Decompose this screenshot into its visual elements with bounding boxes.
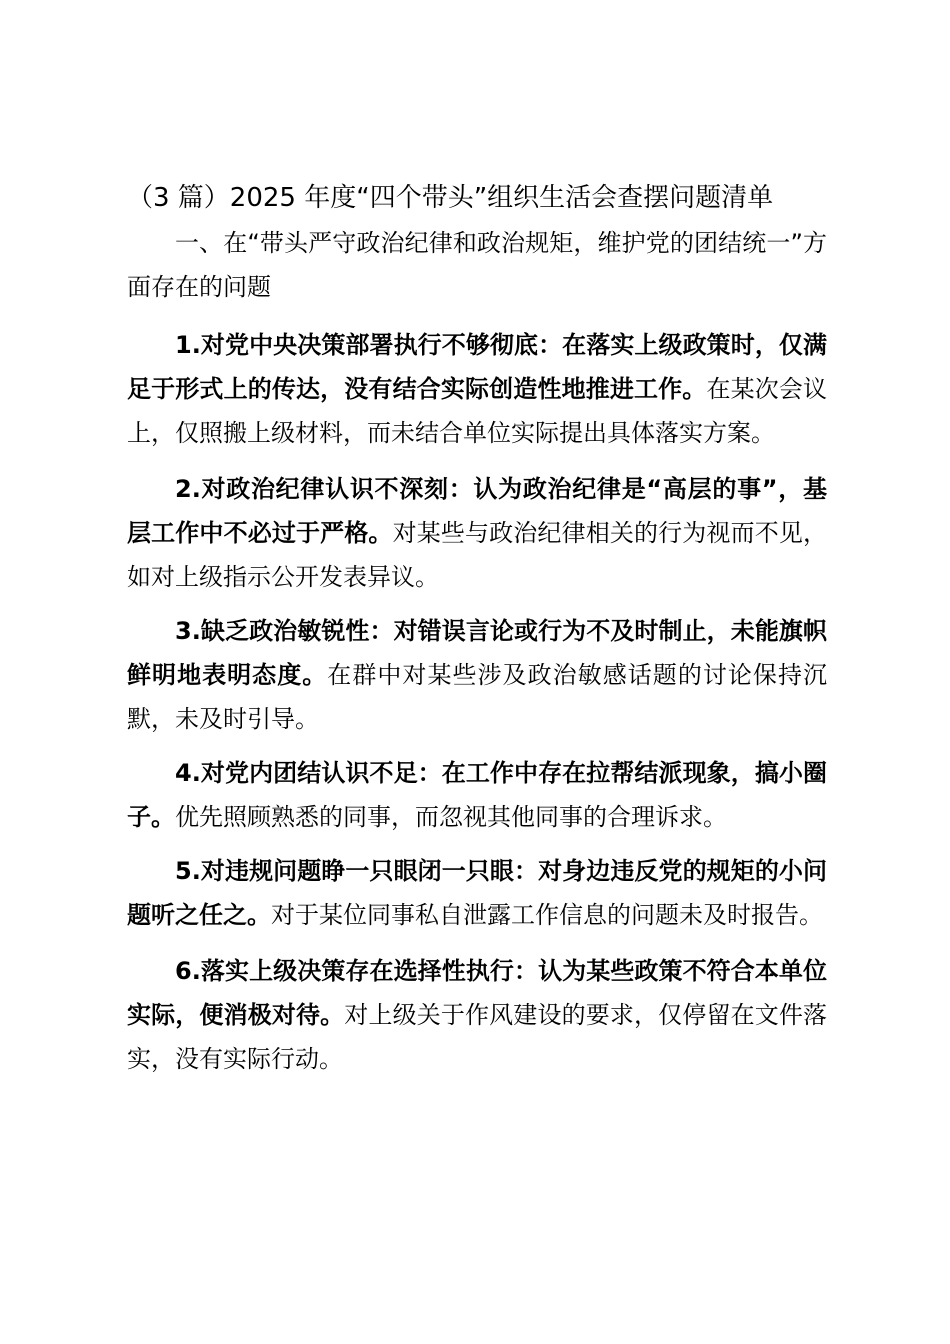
- issue-item-1-heading: 1.对党中央决策部署执行不够彻底：在落实上级政策时，仅满足于形式上的传达，没有结合实际创造性地推进工作。: [127, 331, 827, 403]
- document-body: [127, 175, 827, 1081]
- issue-item-2-heading: 2.对政治纪律认识不深刻：认为政治纪律是“高层的事”，基层工作中不必过于严格。: [127, 475, 827, 547]
- issue-item-5-heading: 5.对违规问题睁一只眼闭一只眼：对身边违反党的规矩的小问题听之任之。: [127, 857, 827, 929]
- issue-item-5-detail: 对于某位同事私自泄露工作信息的问题未及时报告。: [271, 901, 823, 929]
- issue-item-1: [127, 323, 827, 455]
- section-heading: 一、在“带头严守政治纪律和政治规矩，维护党的团结统一”方面存在的问题: [127, 229, 827, 301]
- issue-item-1-detail: 在某次会议上，仅照搬上级材料，而未结合单位实际提出具体落实方案。: [127, 375, 828, 447]
- issue-item-3: [127, 609, 827, 741]
- issue-item-6: [127, 949, 827, 1081]
- issue-item-2: [127, 467, 827, 599]
- issue-item-2-detail: 对某些与政治纪律相关的行为视而不见，如对上级指示公开发表异议。: [127, 519, 828, 591]
- issue-item-4-heading: 4.对党内团结认识不足：在工作中存在拉帮结派现象，搞小圈子。: [127, 759, 827, 831]
- issue-item-4: [127, 751, 827, 839]
- issue-item-3-detail: 在群中对某些涉及政治敏感话题的讨论保持沉默，未及时引导。: [127, 661, 827, 733]
- document-title: （3 篇）2025 年度“四个带头”组织生活会查摆问题清单: [127, 183, 774, 213]
- issue-item-3-heading: 3.缺乏政治敏锐性：对错误言论或行为不及时制止，未能旗帜鲜明地表明态度。: [127, 617, 827, 689]
- issue-item-6-detail: 对上级关于作风建设的要求，仅停留在文件落实，没有实际行动。: [127, 1001, 828, 1073]
- issue-item-5: [127, 849, 827, 937]
- issue-item-6-heading: 6.落实上级决策存在选择性执行：认为某些政策不符合本单位实际，便消极对待。: [127, 957, 827, 1029]
- issue-item-4-detail: 优先照顾熟悉的同事，而忽视其他同事的合理诉求。: [175, 803, 727, 831]
